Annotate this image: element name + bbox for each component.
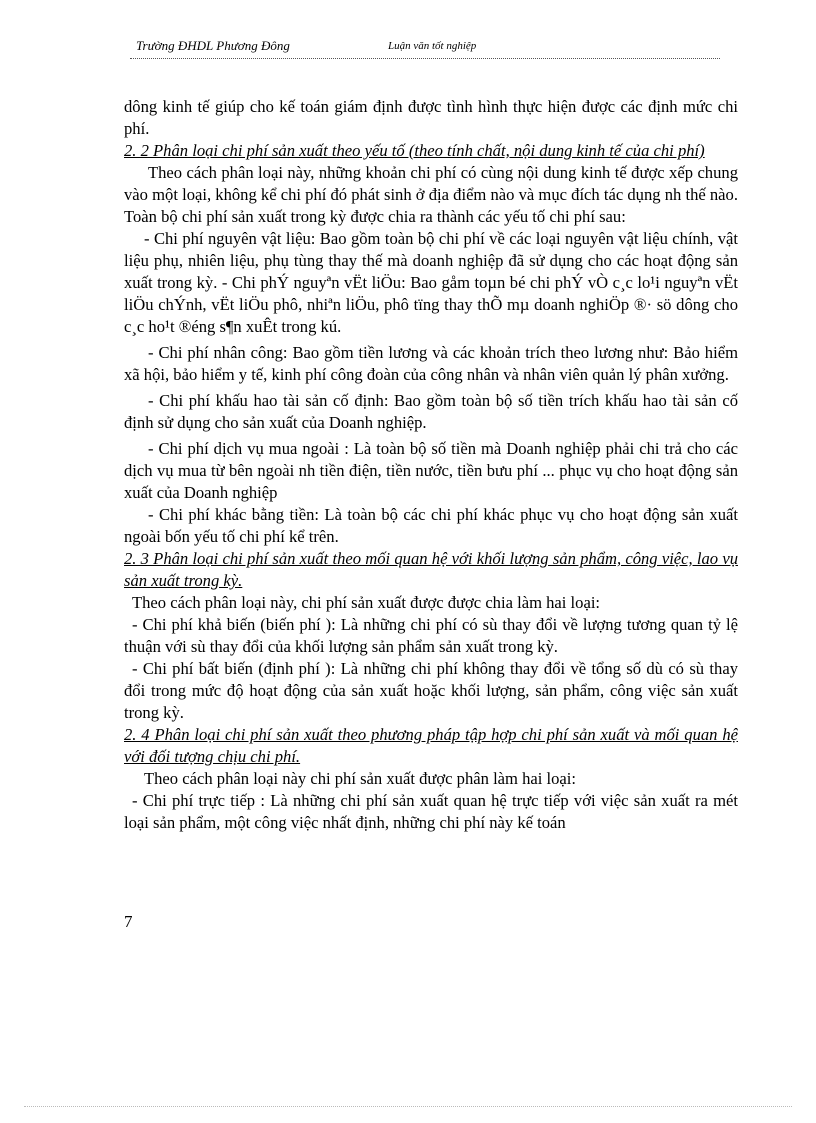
list-item-other-cash: - Chi phí khác bằng tiền: Là toàn bộ các chi phí khác phục vụ cho hoạt động sản xuất ngoài bốn yếu tố chi phí kể trên.	[124, 505, 738, 546]
list-item-direct-cost: - Chi phí trực tiếp : Là những chi phí sản xuất quan hệ trực tiếp với việc sản xuất ra mét loại sản phẩm, một công việc nhất định, những chi phí này kế toán	[124, 791, 738, 832]
list-item-outsourced-services: - Chi phí dịch vụ mua ngoài : Là toàn bộ số tiền mà Doanh nghiệp phải chi trả cho các dịch vụ mua từ bên ngoài nh tiền điện, tiền nước, tiền bưu phí ... phục vụ cho hoạt động sản xuất của Doanh nghiệp	[124, 439, 738, 502]
list-item-raw-materials: - Chi phí nguyên vật liệu: Bao gồm toàn bộ chi phí về các loại nguyên vật liệu chính, vật liệu phụ, nhiên liệu, phụ tùng thay thế mà doanh nghiệp đã sử dụng cho các hoạt động sản xuất trong kỳ. - Chi phÝ nguyªn vËt liÖu: Bao gåm toµn bé chi phÝ vÒ c¸c lo¹i nguyªn vËt liÖu chÝnh, vËt liÖu phô, nhiªn liÖu, phô tïng thay thÕ mµ doanh nghiÖp ®· sö dông cho c¸c ho¹t ®éng s¶n xuÊt trong kú.	[124, 229, 738, 336]
page-header	[130, 36, 720, 59]
document-body	[124, 96, 738, 834]
header-school: Trường ĐHDL Phương Đông	[136, 38, 290, 53]
list-item-fixed-cost: - Chi phí bất biến (định phí ): Là những chi phí không thay đổi về tổng số dù có sù thay đổi trong mức độ hoạt động của sản xuất hoặc khối lượng, sản phẩm, công việc sản xuất trong kỳ.	[124, 659, 738, 722]
paragraph-intro-2-4: Theo cách phân loại này chi phí sản xuất được phân làm hai loại:	[144, 769, 577, 788]
section-heading-2-4: 2. 4 Phân loại chi phí sản xuất theo phương pháp tập hợp chi phí sản xuất và mối quan hệ với đối tượng chịu chi phí.	[124, 725, 738, 766]
list-item-labor: - Chi phí nhân công: Bao gồm tiền lương và các khoản trích theo lương như: Bảo hiểm xã hội, bảo hiểm y tế, kinh phí công đoàn của công nhân và nhân viên quản lý phân xưởng.	[124, 343, 738, 384]
paragraph-intro-2-3: Theo cách phân loại này, chi phí sản xuất được được chia làm hai loại:	[132, 593, 601, 612]
list-item-variable-cost: - Chi phí khả biến (biến phí ): Là những chi phí có sù thay đổi về lượng tương quan tỷ lệ thuận với sù thay đổi của khối lượng sản phẩm sản xuất trong kỳ.	[124, 615, 738, 656]
section-heading-2-3: 2. 3 Phân loại chi phí sản xuất theo mối quan hệ với khối lượng sản phẩm, công việc, lao vụ sản xuất trong kỳ.	[124, 549, 738, 590]
list-item-depreciation: - Chi phí khấu hao tài sản cố định: Bao gồm toàn bộ số tiền trích khấu hao tài sản cố định sử dụng cho sản xuất của Doanh nghiệp.	[124, 391, 738, 432]
page-number: 7	[124, 912, 133, 931]
section-heading-2-2: 2. 2 Phân loại chi phí sản xuất theo yếu tố (theo tính chất, nội dung kinh tế của chi phí)	[124, 141, 705, 160]
paragraph-continuation: dông kinh tế giúp cho kế toán giám định được tình hình thực hiện được các định mức chi phí.	[124, 97, 738, 138]
header-doc-type: Luận văn tốt nghiệp	[388, 40, 477, 52]
paragraph-intro-2-2: Theo cách phân loại này, những khoản chi phí có cùng nội dung kinh tế được xếp chung vào một loại, không kể chi phí đó phát sinh ở địa điểm nào và mục đích tác dụng nh thế nào. Toàn bộ chi phí sản xuất trong kỳ được chia ra thành các yếu tố chi phí sau:	[124, 163, 738, 226]
page-bottom-rule	[24, 1106, 792, 1107]
